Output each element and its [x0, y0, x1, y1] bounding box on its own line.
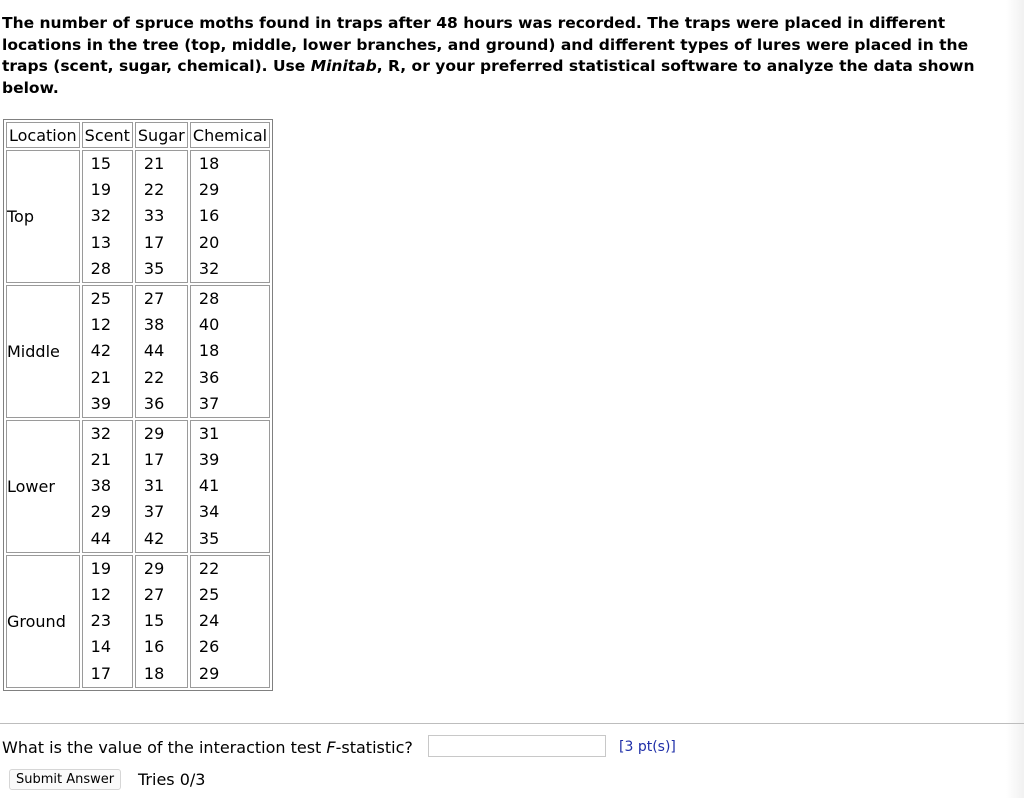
sugar-value: 44	[143, 341, 165, 361]
chemical-value: 18	[198, 341, 220, 361]
scent-values	[82, 420, 133, 553]
chemical-values	[190, 150, 270, 283]
table-row	[6, 420, 270, 553]
problem-statement: The number of spruce moths found in traps after 48 hours was recorded. The traps were placed in different locations in the tree (top, middle, lower branches, and ground) and different types of lures were placed in the traps (scent, sugar, chemical). Use Minitab, R, or your preferred statistical software to analyze the data shown below.	[2, 14, 975, 97]
location-label: Lower	[6, 420, 80, 553]
scent-value: 12	[90, 315, 112, 335]
divider	[0, 723, 1024, 724]
scent-value: 29	[90, 502, 112, 522]
chemical-value: 36	[198, 367, 220, 387]
chemical-value: 35	[198, 528, 220, 548]
scent-value: 12	[90, 585, 112, 604]
chemical-value: 34	[198, 502, 220, 522]
tries-counter: Tries 0/3	[138, 770, 206, 789]
scent-value: 39	[90, 393, 112, 413]
chemical-value: 29	[198, 180, 220, 200]
submit-answer-button[interactable]: Submit Answer	[9, 769, 121, 790]
scent-value: 19	[90, 558, 112, 578]
chemical-values	[190, 555, 270, 688]
scent-values	[82, 555, 133, 688]
chemical-value: 20	[198, 232, 220, 252]
scent-value: 23	[90, 611, 112, 631]
sugar-value: 33	[143, 206, 165, 226]
chemical-value: 16	[198, 206, 220, 226]
chemical-values	[190, 420, 270, 553]
chemical-value: 24	[198, 611, 220, 631]
table-row	[6, 285, 270, 418]
header-location: Location	[6, 122, 80, 148]
chemical-value: 29	[198, 663, 220, 683]
scent-value: 21	[90, 450, 112, 470]
scent-value: 17	[90, 663, 112, 683]
table-header-row	[6, 122, 270, 148]
chemical-value: 26	[198, 637, 220, 657]
location-label: Middle	[6, 285, 80, 418]
sugar-value: 27	[143, 288, 165, 308]
table-row	[6, 150, 270, 283]
chemical-value: 41	[198, 476, 220, 496]
chemical-values	[190, 285, 270, 418]
scent-value: 38	[90, 476, 112, 496]
scent-value: 28	[90, 258, 112, 278]
chemical-value: 22	[198, 558, 220, 578]
scent-values	[82, 150, 133, 283]
sugar-value: 29	[143, 423, 165, 443]
sugar-value: 38	[143, 315, 165, 335]
sugar-value: 35	[143, 258, 165, 278]
chemical-value: 18	[198, 154, 220, 173]
question-text	[2, 737, 413, 759]
sugar-value: 22	[143, 367, 165, 387]
scent-value: 14	[90, 637, 112, 657]
chemical-value: 28	[198, 288, 220, 308]
scent-value: 42	[90, 341, 112, 361]
chemical-value: 39	[198, 450, 220, 470]
scent-value: 32	[90, 206, 112, 226]
scent-value: 44	[90, 528, 112, 548]
sugar-values	[135, 420, 188, 553]
header-scent: Scent	[82, 122, 133, 148]
points-label: [3 pt(s)]	[619, 739, 676, 755]
header-chemical: Chemical	[190, 122, 270, 148]
answer-input[interactable]	[428, 735, 606, 757]
sugar-value: 15	[143, 611, 165, 631]
sugar-value: 27	[143, 585, 165, 604]
sugar-values	[135, 285, 188, 418]
sugar-value: 16	[143, 637, 165, 657]
chemical-value: 31	[198, 423, 220, 443]
header-sugar: Sugar	[135, 122, 188, 148]
chemical-value: 25	[198, 585, 220, 604]
sugar-value: 21	[143, 154, 165, 173]
sugar-value: 22	[143, 180, 165, 200]
chemical-value: 40	[198, 315, 220, 335]
scent-values	[82, 285, 133, 418]
sugar-value: 31	[143, 476, 165, 496]
question-f-symbol: F	[326, 738, 336, 757]
sugar-value: 17	[143, 450, 165, 470]
sugar-value: 42	[143, 528, 165, 548]
sugar-value: 18	[143, 663, 165, 683]
scent-value: 32	[90, 423, 112, 443]
data-table	[3, 119, 273, 691]
page-edge-shade	[1006, 0, 1024, 798]
table-row	[6, 555, 270, 688]
scent-value: 21	[90, 367, 112, 387]
chemical-value: 32	[198, 258, 220, 278]
scent-value: 15	[90, 154, 112, 173]
question-suffix: -statistic?	[335, 738, 413, 757]
question-prefix: What is the value of the interaction test	[2, 738, 327, 757]
sugar-values	[135, 150, 188, 283]
sugar-value: 29	[143, 558, 165, 578]
chemical-value: 37	[198, 393, 220, 413]
scent-value: 25	[90, 288, 112, 308]
location-label: Top	[6, 150, 80, 283]
sugar-value: 36	[143, 393, 165, 413]
scent-value: 13	[90, 232, 112, 252]
sugar-value: 37	[143, 502, 165, 522]
location-label: Ground	[6, 555, 80, 688]
sugar-values	[135, 555, 188, 688]
scent-value: 19	[90, 180, 112, 200]
sugar-value: 17	[143, 232, 165, 252]
